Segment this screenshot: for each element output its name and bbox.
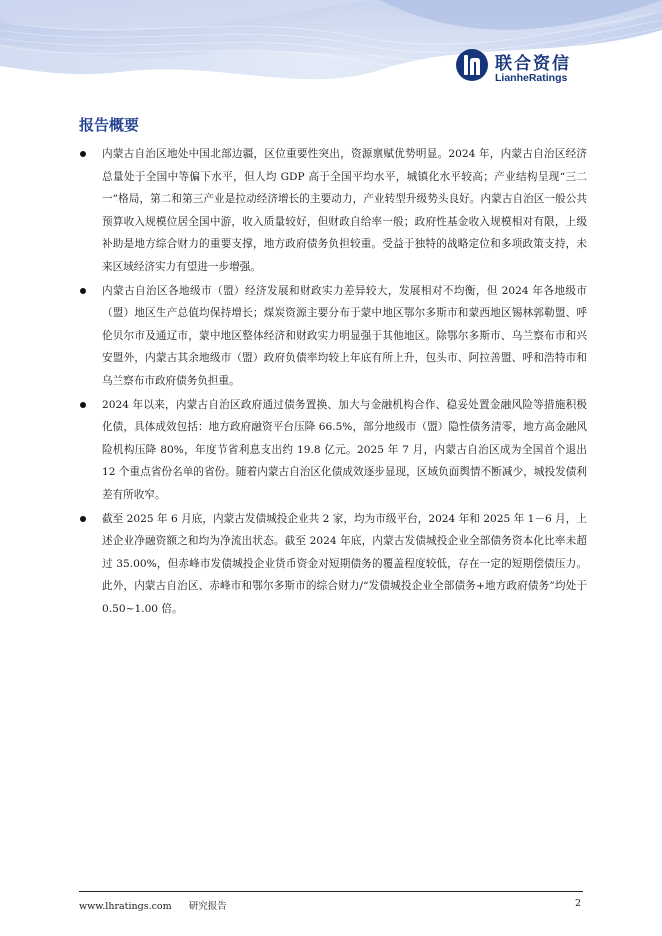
summary-text: 2024 年以来，内蒙古自治区政府通过债务置换、加大与金融机构合作、稳妥处置金融风险等措施积极化债，具体成效包括：地方政府融资平台压降 66.5%，部分地级市（盟）隐性债务清零，地方高金融风险机构压降 80%，年度节省利息支出约 19.8 亿元。2025 年 7 月，内蒙古自治区成为全国首个退出 12 个重点省份名单的省份。随着内蒙古自治区化债成效逐步显现，区域负面舆情不断减少，城投发债利差有所收窄。 [102, 398, 587, 501]
section-title: 报告概要 [79, 116, 140, 134]
page-number: 2 [575, 898, 582, 909]
footer-divider [79, 891, 583, 892]
summary-item [80, 280, 587, 393]
summary-list [80, 143, 587, 621]
footer-doc-type: 研究报告 [188, 901, 227, 912]
footer-info [79, 898, 241, 912]
summary-item [80, 143, 587, 279]
lianhe-logo-icon [455, 48, 489, 82]
bullet-icon [80, 402, 86, 408]
header-banner [0, 0, 662, 100]
logo-chinese-text: 联合资信 [495, 54, 571, 74]
company-logo [455, 48, 595, 88]
bullet-icon [80, 516, 86, 522]
summary-item [80, 508, 587, 621]
bullet-icon [80, 151, 86, 157]
summary-item [80, 394, 587, 507]
footer-website-link[interactable]: www.lhratings.com [79, 901, 172, 912]
logo-english-text: LianheRatings [495, 72, 568, 84]
summary-text: 截至 2025 年 6 月底，内蒙古发债城投企业共 2 家，均为市级平台，2024 年和 2025 年 1－6 月，上述企业净融资额之和均为净流出状态。截至 2024 年底，内蒙古发债城投企业全部债务资本化比率未超过 35.00%，但赤峰市发债城投企业货币资金对短期债务的覆盖程度较低，存在一定的短期偿债压力。此外，内蒙古自治区、赤峰市和鄂尔多斯市的综合财力/“发债城投企业全部债务+地方政府债务”均处于 0.50~1.00 倍。 [102, 512, 587, 615]
summary-text: 内蒙古自治区各地级市（盟）经济发展和财政实力差异较大，发展相对不均衡，但 2024 年各地级市（盟）地区生产总值均保持增长；煤炭资源主要分布于蒙中地区鄂尔多斯市和蒙西地区锡林郭勒盟、呼伦贝尔市及通辽市，蒙中地区整体经济和财政实力明显强于其他地区。除鄂尔多斯市、乌兰察布市和兴安盟外，内蒙古其余地级市（盟）政府负债率均较上年底有所上升，包头市、阿拉善盟、呼和浩特市和乌兰察布市政府债务负担重。 [102, 284, 587, 387]
bullet-icon [80, 288, 86, 294]
summary-text: 内蒙古自治区地处中国北部边疆，区位重要性突出，资源禀赋优势明显。2024 年，内蒙古自治区经济总量处于全国中等偏下水平，但人均 GDP 高于全国平均水平，城镇化水平较高；产业结构呈现“三二一”格局，第二和第三产业是拉动经济增长的主要动力，产业转型升级势头良好。内蒙古自治区一般公共预算收入规模位居全国中游，收入质量较好，但财政自给率一般；政府性基金收入规模相对有限，上级补助是地方综合财力的重要支撑，地方政府债务负担较重。受益于独特的战略定位和多项政策支持，未来区域经济实力有望进一步增强。 [102, 148, 587, 273]
